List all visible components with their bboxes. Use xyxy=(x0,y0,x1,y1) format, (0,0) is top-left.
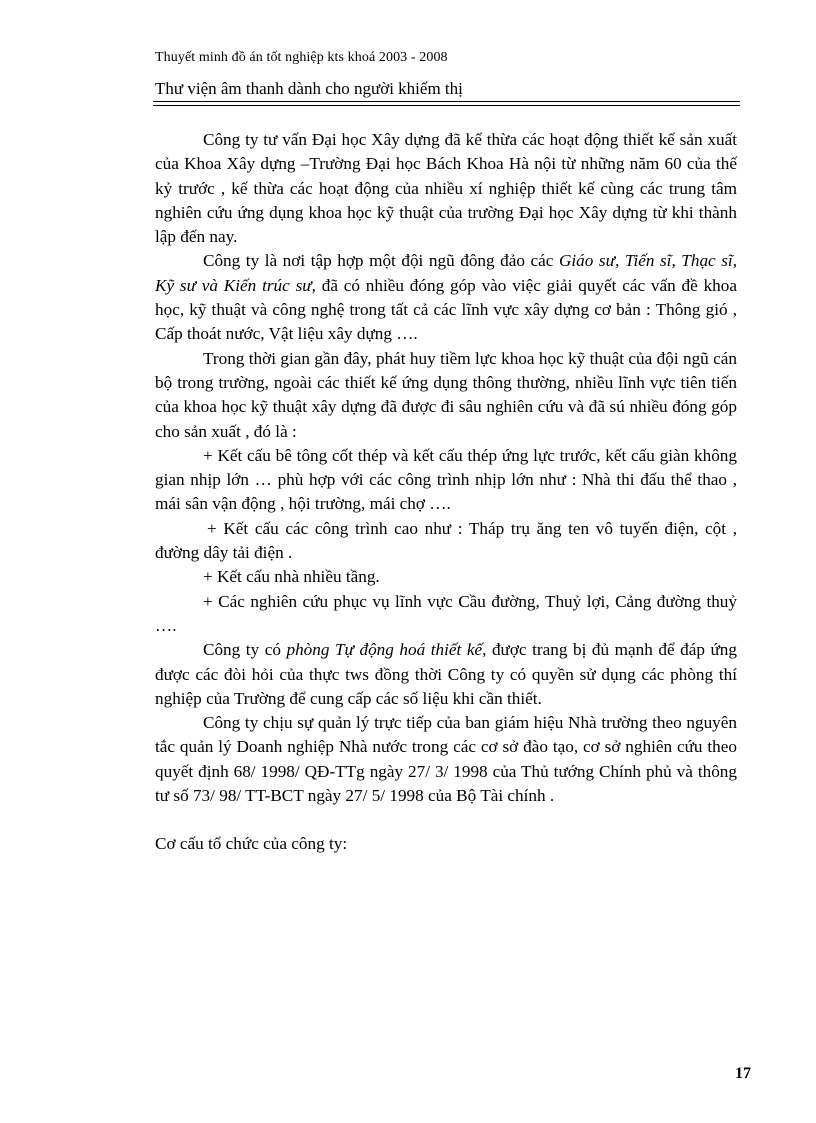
paragraph-automation-text-1: Công ty có xyxy=(203,640,287,660)
paragraph-recent-research: Trong thời gian gần đây, phát huy tiềm lực khoa học kỹ thuật của đội ngũ cán bộ trong trường, ngoài các thiết kế ứng dụng thông thường, nhiều lĩnh vực tiên tiến của khoa học kỹ thuật xây dựng đã được đi sâu nghiên cứu và đã sú nhiều đóng góp cho sản xuất , đó là : xyxy=(155,348,737,441)
paragraph-automation xyxy=(155,638,737,711)
paragraph-company-history: Công ty tư vấn Đại học Xây dựng đã kế thừa các hoạt động thiết kế sản xuất của Khoa Xây dựng –Trường Đại học Bách Khoa Hà nội từ những năm 60 của thế kỷ trước , kế thừa các hoạt động của nhiều xí nghiệp thiết kế cùng các trung tâm nghiên cứu ứng dụng khoa học kỹ thuật của trường Đại học Xây dựng từ khi thành lập đến nay. xyxy=(155,130,737,247)
paragraph-automation-text-2: , được trang bị đủ mạnh để đáp ứng được các đòi hỏi của thực tws đồng thời Công ty có quyền sử dụng các phòng thí nghiệp của Trường để cung cấp các số liệu khi cần thiết. xyxy=(155,640,737,708)
header-rule-bottom xyxy=(153,105,740,106)
header-rule-top xyxy=(153,101,740,102)
list-item-prestressed-structures: + Kết cấu bê tông cốt thép và kết cấu thép ứng lực trước, kết cấu giàn không gian nhịp lớn … phù hợp với các công trình nhịp lớn như : Nhà thi đấu thể thao , mái sân vận động , hội trường, mái chợ …. xyxy=(155,445,737,514)
list-item-multistory: + Kết cấu nhà nhiều tầng. xyxy=(203,567,380,587)
header-project-title: Thư viện âm thanh dành cho người khiếm thị xyxy=(155,79,463,98)
paragraph-staff-text-1: Công ty là nơi tập hợp một đội ngũ đông đảo các xyxy=(203,251,559,271)
paragraph-automation-dept: phòng Tự động hoá thiết kế xyxy=(286,640,483,660)
list-item-tall-structures: + Kết cấu các công trình cao như : Tháp trụ ăng ten vô tuyến điện, cột , đường dây tải điện . xyxy=(155,518,737,563)
page-number: 17 xyxy=(735,1065,751,1082)
paragraph-management: Công ty chịu sự quản lý trực tiếp của ban giám hiệu Nhà trường theo nguyên tắc quản lý Doanh nghiệp Nhà nước trong các cơ sở đào tạo, cơ sở nghiên cứu theo quyết định 68/ 1998/ QĐ-TTg ngày 27/ 3/ 1998 của Thủ tướng Chính phủ và thông tư số 73/ 98/ TT-BCT ngày 27/ 5/ 1998 của Bộ Tài chính . xyxy=(155,713,737,806)
document-body xyxy=(155,128,737,857)
list-item-transport-research: + Các nghiên cứu phục vụ lĩnh vực Cầu đường, Thuỷ lợi, Cảng đường thuỷ …. xyxy=(155,591,737,635)
paragraph-staff-text-2: đã có nhiều đóng góp vào việc giải quyết các vấn đề khoa học, kỹ thuật và công nghệ trong tất cả các lĩnh vực xây dựng cơ bản : Thông gió , Cấp thoát nước, Vật liệu xây dựng …. xyxy=(155,275,737,344)
header-document-title: Thuyết minh đồ án tốt nghiệp kts khoá 2003 - 2008 xyxy=(155,50,448,65)
paragraph-staff xyxy=(155,249,737,346)
section-title-organization: Cơ cấu tổ chức của công ty: xyxy=(155,834,348,854)
paragraph-staff-titles: Giáo sư, Tiến sĩ, Thạc sĩ, Kỹ sư và Kiến trúc sư, xyxy=(155,251,737,295)
